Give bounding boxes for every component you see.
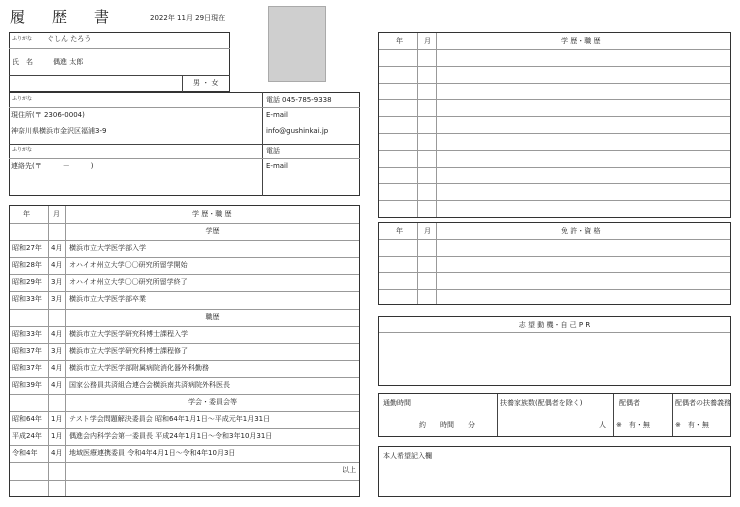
email-value[interactable]: info@gushinkai.jp <box>266 127 329 135</box>
row-month: 4月 <box>51 329 63 338</box>
row-text: 学会・委員会等 <box>188 398 237 406</box>
table-row[interactable] <box>10 394 359 411</box>
row-year: 昭和37年 <box>12 346 42 355</box>
dependents-label: 扶養家族数(配偶者を除く) <box>500 399 583 407</box>
table-row[interactable] <box>379 183 730 200</box>
spouse-support-value[interactable]: ※ 有・無 <box>675 421 709 429</box>
col-header-history: 学 歴・職 歴 <box>561 37 601 45</box>
row-year: 昭和29年 <box>12 278 42 287</box>
table-row[interactable] <box>379 116 730 133</box>
commute-box <box>378 393 731 437</box>
col-header-year: 年 <box>23 210 30 218</box>
row-month: 4月 <box>51 363 63 372</box>
address-label: 現住所(〒 2306-0004) <box>11 111 85 119</box>
phone-value[interactable]: 045-785-9338 <box>282 96 332 104</box>
motivation-box[interactable] <box>378 316 731 386</box>
table-row[interactable] <box>379 200 730 217</box>
dependents-unit[interactable]: 人 <box>599 421 606 429</box>
col-header-licenses: 免 許・資 格 <box>561 227 601 235</box>
row-text: 横浜市立大学医学部入学 <box>69 244 146 253</box>
table-row[interactable] <box>10 480 359 497</box>
table-row[interactable] <box>379 133 730 150</box>
contact-phone-label: 電話 <box>266 147 280 155</box>
row-year: 昭和37年 <box>12 363 42 372</box>
history-table-right <box>378 32 731 218</box>
table-row[interactable] <box>379 239 730 256</box>
row-year: 昭和28年 <box>12 261 42 270</box>
row-text: 以上 <box>342 466 356 475</box>
phone-label: 電話 <box>266 96 280 104</box>
row-text: 横浜市立大学医学研究科博士課程入学 <box>69 329 188 338</box>
row-month: 3月 <box>51 278 63 287</box>
furigana-name[interactable]: ぐしん たろう <box>47 35 92 43</box>
row-month: 4月 <box>51 261 63 270</box>
wishes-label: 本人希望記入欄 <box>383 452 432 460</box>
table-row[interactable] <box>379 272 730 289</box>
col-header-year: 年 <box>396 37 403 45</box>
row-month: 4月 <box>51 380 63 389</box>
table-row[interactable] <box>10 326 359 343</box>
name-label: 氏 名 <box>12 58 33 66</box>
commute-value[interactable]: 約 時間 分 <box>419 421 475 429</box>
row-year: 昭和33年 <box>12 329 42 338</box>
wishes-box[interactable] <box>378 446 731 497</box>
table-row[interactable] <box>379 83 730 100</box>
table-row[interactable] <box>379 256 730 273</box>
row-month: 3月 <box>51 346 63 355</box>
furigana-label: ふりがな <box>12 36 33 42</box>
licenses-table <box>378 222 731 305</box>
address-furigana-label: ふりがな <box>12 96 33 102</box>
table-row[interactable] <box>10 445 359 462</box>
document-title: 履 歴 書 <box>10 8 116 26</box>
row-text: オハイオ州立大学〇〇研究所留学終了 <box>69 278 188 287</box>
table-row[interactable] <box>10 343 359 360</box>
row-month: 1月 <box>51 432 63 441</box>
row-text: 偶進会内科学会第一委員長 平成24年1月1日～令和3年10月31日 <box>69 432 273 441</box>
contact-email-label: E-mail <box>266 162 288 170</box>
gender-select[interactable]: 男 ・ 女 <box>193 79 219 87</box>
col-header-month: 月 <box>53 210 60 218</box>
contact-label: 連絡先(〒 － ) <box>11 162 94 170</box>
row-text: 横浜市立大学医学部卒業 <box>69 295 146 304</box>
table-row[interactable] <box>379 150 730 167</box>
photo-placeholder <box>268 6 326 82</box>
table-row[interactable] <box>379 49 730 66</box>
contact-furigana-label: ふりがな <box>12 147 33 153</box>
col-header-history: 学 歴・職 歴 <box>192 210 232 218</box>
row-text: オハイオ州立大学〇〇研究所留学開始 <box>69 261 188 270</box>
row-year: 昭和33年 <box>12 295 42 304</box>
table-row[interactable] <box>10 257 359 274</box>
col-header-month: 月 <box>424 37 431 45</box>
table-row[interactable] <box>10 428 359 445</box>
spouse-label: 配偶者 <box>619 399 640 407</box>
table-row[interactable] <box>10 223 359 240</box>
row-text: 横浜市立大学医学研究科博士課程修了 <box>69 346 188 355</box>
date-label: 2022年 11月 29日現在 <box>150 14 226 22</box>
row-month: 3月 <box>51 295 63 304</box>
row-text: テスト学会問題解決委員会 昭和64年1月1日～平成元年1月31日 <box>69 415 271 424</box>
spouse-support-label: 配偶者の扶養義務 <box>675 399 731 407</box>
spouse-value[interactable]: ※ 有・無 <box>616 421 650 429</box>
row-year: 昭和27年 <box>12 244 42 253</box>
col-header-year: 年 <box>396 227 403 235</box>
table-row[interactable] <box>379 289 730 306</box>
table-row[interactable] <box>379 99 730 116</box>
table-row[interactable] <box>10 360 359 377</box>
name-value[interactable]: 偶進 太郎 <box>53 58 84 66</box>
commute-label: 通勤時間 <box>383 399 411 407</box>
table-row[interactable] <box>10 291 359 308</box>
row-text: 国家公務員共済組合連合会横浜南共済病院外科医長 <box>69 380 230 389</box>
table-row[interactable] <box>10 462 359 479</box>
row-text: 地域医療連携委員 令和4年4月1日～令和4年10月3日 <box>69 449 236 458</box>
table-row[interactable] <box>10 377 359 394</box>
row-text: 職歴 <box>205 312 220 321</box>
table-row[interactable] <box>379 66 730 83</box>
row-month: 4月 <box>51 449 63 458</box>
row-year: 令和4年 <box>12 449 38 458</box>
row-text: 横浜市立大学医学部附属病院消化器外科勤務 <box>69 363 209 372</box>
row-year: 平成24年 <box>12 432 42 441</box>
email-label: E-mail <box>266 111 288 119</box>
address-value[interactable]: 神奈川県横浜市金沢区福浦3-9 <box>11 127 107 135</box>
table-row[interactable] <box>10 411 359 428</box>
table-row[interactable] <box>10 240 359 257</box>
col-header-month: 月 <box>424 227 431 235</box>
row-year: 昭和64年 <box>12 415 42 424</box>
row-month: 1月 <box>51 415 63 424</box>
table-row[interactable] <box>10 274 359 291</box>
row-month: 4月 <box>51 244 63 253</box>
table-row[interactable] <box>379 167 730 184</box>
row-year: 昭和39年 <box>12 380 42 389</box>
row-text: 学歴 <box>205 227 220 235</box>
motivation-header: 志 望 動 機・自 己 P R <box>518 321 591 329</box>
table-row[interactable] <box>10 309 359 326</box>
history-table-left <box>9 205 360 497</box>
